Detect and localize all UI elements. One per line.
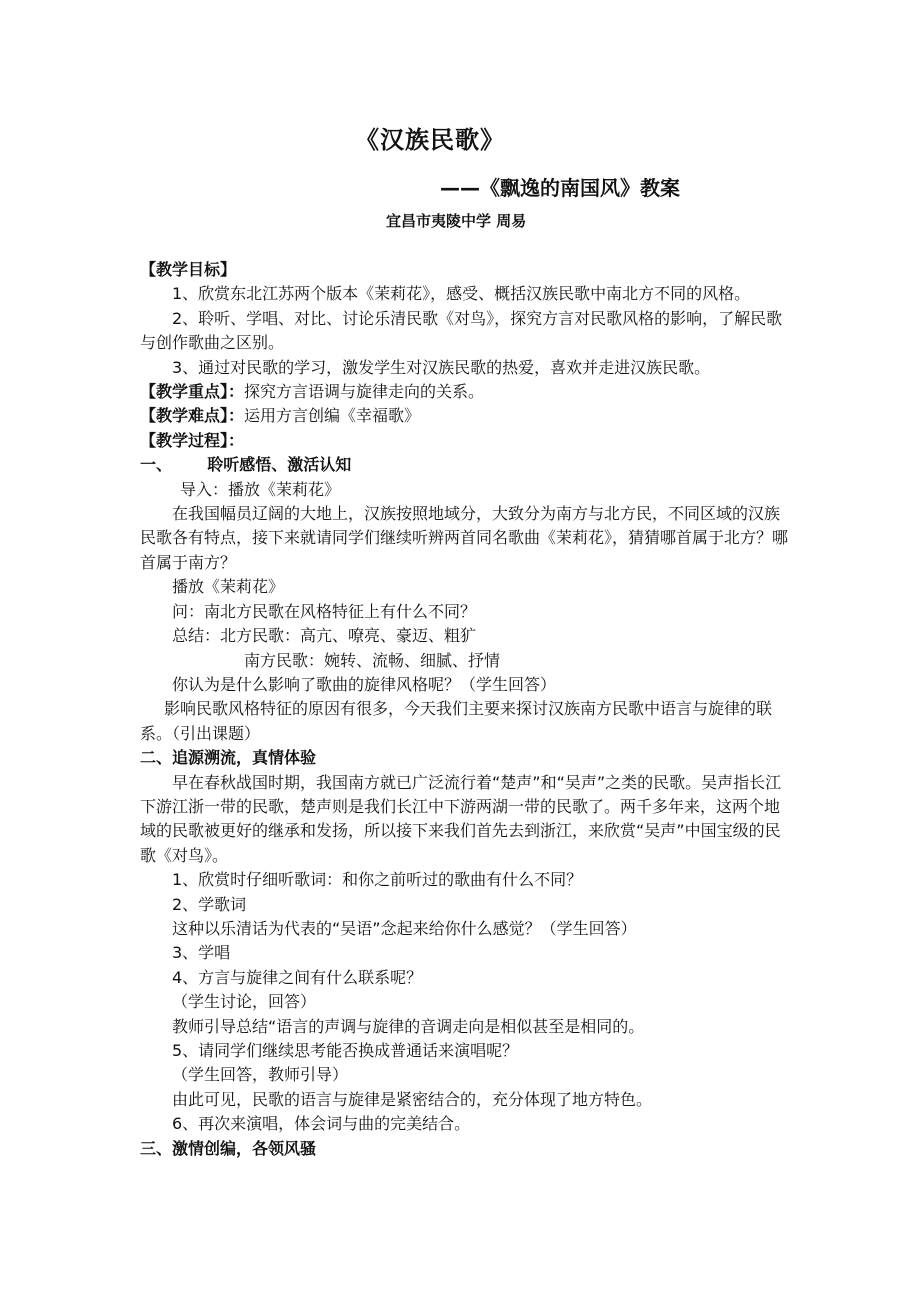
section1-intro: 导入：播放《茉莉花》 <box>180 479 341 499</box>
objective-item: 1、欣赏东北江苏两个版本《茉莉花》，感受、概括汉族民歌中南北方不同的风格。 <box>172 284 751 304</box>
section1-number: 一、 <box>140 455 173 475</box>
section1-question: 问：南北方民歌在风格特征上有什么不同？ <box>172 601 477 621</box>
section2-paragraph: 早在春秋战国时期，我国南方就已广泛流行着“楚声”和“吴声”之类的民歌。吴声指长江下游江浙一带的民歌，楚声则是我们长江中下游两湖一带的民歌了。两千多年来，这两个地域的民歌被更好的继承和发扬，所以接下来我们首先去到浙江，来欣赏“吴声”中国宝级的民歌《对鸟》。 <box>140 772 782 865</box>
difficulty-text: 运用方言创编《幸福歌》 <box>244 406 421 426</box>
section1-title: 聆听感悟、激活认知 <box>207 455 352 475</box>
section2-step: 5、请同学们继续思考能否换成普通话来演唱呢？ <box>172 1041 519 1060</box>
section2-step-summary: 教师引导总结“语言的声调与旋律的音调走向是相似甚至是相同的。 <box>172 1016 645 1036</box>
section2-step-note: 这种以乐清话为代表的“吴语”念起来给你什么感觉？（学生回答） <box>172 918 637 938</box>
section2-step-summary: 由此可见，民歌的语言与旋律是紧密结合的，充分体现了地方特色。 <box>172 1089 653 1109</box>
section1-paragraph: 影响民歌风格特征的原因有很多，今天我们主要来探讨汉族南方民歌中语言与旋律的联系。（引出课题） <box>140 699 773 743</box>
section1-summary-south: 南方民歌：婉转、流畅、细腻、抒情 <box>244 650 501 670</box>
objective-item: 3、通过对民歌的学习，激发学生对汉族民歌的热爱，喜欢并走进汉族民歌。 <box>172 357 711 377</box>
doc-author: 宜昌市夷陵中学 周易 <box>386 212 527 230</box>
document-body <box>140 258 790 1161</box>
doc-subtitle: ——《飘逸的南国风》教案 <box>440 176 680 200</box>
section2-step-note: （学生回答，教师引导） <box>172 1065 349 1085</box>
doc-title: 《汉族民歌》 <box>355 126 505 154</box>
difficulty-line <box>140 404 790 428</box>
difficulty-label: 【教学难点】： <box>140 406 245 426</box>
objective-item: 2、聆听、学唱、对比、讨论乐清民歌《对鸟》，探究方言对民歌风格的影响，了解民歌与创作歌曲之区别。 <box>140 308 783 353</box>
process-heading: 【教学过程】： <box>140 430 245 450</box>
section2-step: 3、学唱 <box>172 943 231 963</box>
section1-ask: 你认为是什么影响了歌曲的旋律风格呢？（学生回答） <box>172 674 557 694</box>
section2-step: 6、再次来演唱，体会词与曲的完美结合。 <box>172 1114 471 1134</box>
section2-step: 4、方言与旋律之间有什么联系呢？ <box>172 967 423 987</box>
key-point-line <box>140 380 790 404</box>
section2-step: 2、学歌词 <box>172 894 247 914</box>
key-point-text: 探究方言语调与旋律走向的关系。 <box>244 382 485 402</box>
section2-step-note: （学生讨论，回答） <box>172 992 317 1012</box>
section3-heading: 三、激情创编，各领风骚 <box>140 1138 317 1158</box>
section1-summary-north: 总结：北方民歌：高亢、嘹亮、豪迈、粗犷 <box>172 626 477 646</box>
section1-play: 播放《茉莉花》 <box>172 577 285 597</box>
section2-heading: 二、追源溯流，真情体验 <box>140 748 317 768</box>
section2-step: 1、欣赏时仔细听歌词：和你之前听过的歌曲有什么不同？ <box>172 870 583 890</box>
section1-heading <box>140 453 790 477</box>
section1-paragraph: 在我国幅员辽阔的大地上，汉族按照地域分，大致分为南方与北方民，不同区域的汉族民歌各有特点，接下来就请同学们继续听辨两首同名歌曲《茉莉花》，猜猜哪首属于北方？哪首属于南方？ <box>140 504 789 572</box>
objectives-heading: 【教学目标】 <box>140 260 237 279</box>
key-point-label: 【教学重点】： <box>140 382 245 402</box>
